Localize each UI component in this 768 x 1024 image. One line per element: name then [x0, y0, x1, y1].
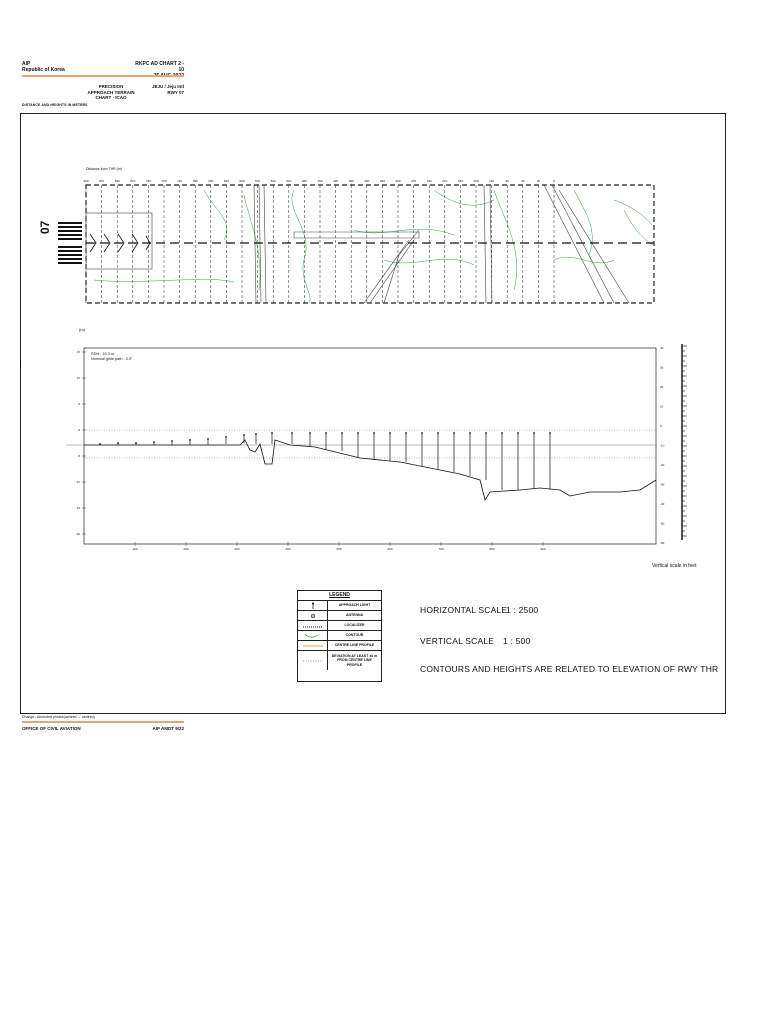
left-axis-label: 0 [78, 428, 80, 432]
bottom-axis-label: 300 [234, 547, 240, 551]
approach-light-symbol [389, 432, 391, 434]
horizontal-scale-value: 1 : 2500 [506, 605, 539, 615]
legend [297, 590, 382, 682]
approach-light-symbol [357, 432, 359, 434]
legend-label: CONTOUR [345, 633, 364, 638]
approach-light-symbol [135, 442, 137, 444]
approach-light-symbol [171, 440, 173, 442]
runway-designator: 07 [38, 220, 52, 234]
right-axis-label: 20 [660, 385, 664, 389]
approach-light-symbol [453, 432, 455, 434]
bottom-axis-label: 100 [132, 547, 138, 551]
plan-tick-label: 690 [192, 179, 198, 183]
right-axis-label: -50 [660, 521, 665, 526]
plan-tick-label: 840 [114, 179, 120, 183]
terrain-profile [84, 440, 656, 500]
plan-tick-label: 390 [348, 179, 354, 183]
runway-label: RWY 07 [167, 89, 184, 95]
approach-light-area [86, 213, 152, 269]
legend-row [298, 621, 381, 631]
plan-tick-label: 240 [426, 179, 432, 183]
plan-tick-label: 60 [521, 179, 525, 183]
plan-tick-label: 270 [411, 179, 417, 183]
plan-tick-label: 600 [239, 179, 245, 183]
legend-label: CENTRE LINE PROFILE [334, 643, 375, 648]
plan-tick-label: 810 [130, 179, 136, 183]
approach-light-symbol [517, 432, 519, 434]
plan-tick-label: 210 [442, 179, 448, 183]
legend-row [298, 641, 381, 651]
left-axis-label: -20 [75, 532, 80, 536]
legend-label: DEVIATION AT LEAST ±3 m FROM CENTRE LINE PROFILE [331, 653, 378, 667]
approach-light-symbol [501, 432, 503, 434]
approach-light-symbol [243, 434, 245, 436]
approach-light-symbol [255, 433, 257, 435]
approach-light-icon [308, 602, 318, 610]
right-axis-label: -30 [660, 482, 665, 487]
airport-block [130, 84, 184, 95]
left-axis-label: -5 [77, 454, 80, 458]
plan-tick-label: 870 [99, 179, 105, 183]
glide-path-text: Nominal glide path : 3.0° [91, 357, 133, 361]
legend-title: LEGEND [298, 591, 381, 601]
approach-light-symbol [309, 432, 311, 434]
approach-light-symbol [533, 432, 535, 434]
plan-tick-label: 300 [395, 179, 401, 183]
deviation-icon [302, 657, 324, 665]
vertical-scale-value: 1 : 500 [503, 636, 531, 646]
plan-tick-label: 660 [208, 179, 214, 183]
chart-number: RKPC AD CHART 2 - 10 [135, 61, 184, 73]
plan-tick-label: 30 [536, 179, 541, 183]
plan-distance-lines [86, 185, 554, 303]
plan-tick-label: 120 [489, 179, 495, 183]
change-note: Change : Amended phrase(centred → centred) [22, 715, 95, 719]
right-axis-label: 30 [660, 365, 664, 370]
right-axis-label: -20 [660, 463, 665, 467]
centre-line-profile-icon [302, 642, 324, 650]
approach-light-symbol [207, 438, 209, 440]
plan-tick-label: 510 [286, 179, 292, 183]
aip-label: AIP [22, 61, 31, 67]
profile-frame [84, 348, 656, 544]
localizer-icon [302, 622, 324, 630]
plan-tick-label: 900 [83, 179, 89, 183]
right-axis-label: 40 [660, 346, 664, 350]
bottom-axis-label: 900 [540, 547, 546, 551]
vertical-scale-label: VERTICAL SCALE [420, 636, 495, 646]
plan-tick-label: 780 [145, 179, 151, 183]
plan-tick-label: 540 [270, 179, 276, 183]
approach-light-symbol [99, 443, 101, 445]
rdh-text: RDH : 15.3 m [91, 352, 114, 356]
approach-light-symbol [421, 432, 423, 434]
bottom-axis-label: 700 [438, 547, 444, 551]
plan-tick-label: 90 [505, 179, 509, 183]
plan-tick-label: 570 [255, 179, 261, 183]
elevation-note: CONTOURS AND HEIGHTS ARE RELATED TO ELEVATION OF RWY THR [420, 664, 719, 674]
plan-tick-label: 630 [223, 179, 229, 183]
chart-title-line2: CHART - ICAO [95, 95, 127, 100]
legend-label: LOCALIZER [344, 623, 365, 628]
vertical-scale-feet-note: Vertical scale in feet [652, 563, 697, 569]
left-axis-label: -10 [75, 480, 80, 484]
left-axis-label: 15 [76, 350, 80, 354]
right-axis-label: -60 [660, 541, 665, 545]
plan-tick-label: 330 [379, 179, 385, 183]
approach-light-symbol [325, 432, 327, 434]
plan-tick-label: 480 [301, 179, 307, 183]
left-axis [76, 350, 86, 536]
plan-tick-label: 750 [161, 179, 167, 183]
legend-row [298, 611, 381, 621]
right-axis-label: -40 [660, 502, 665, 506]
profile-unit-label: (m) [79, 327, 85, 332]
contour-icon [302, 632, 324, 640]
footer-right: AIP AMDT 9/22 [152, 726, 184, 731]
legend-row [298, 601, 381, 611]
feet-scale [676, 340, 692, 540]
plan-tick-label: 450 [317, 179, 323, 183]
threshold-markings [58, 222, 82, 264]
plan-tick-label: 360 [364, 179, 370, 183]
approach-light-symbol [485, 432, 487, 434]
chart-title [86, 84, 136, 101]
plan-tick-label: 150 [473, 179, 479, 183]
right-axis-label: 0 [660, 424, 662, 428]
approach-light-symbol [189, 439, 191, 441]
bottom-axis-label: 500 [336, 547, 342, 551]
bottom-axis-label: 800 [489, 547, 495, 551]
approach-light-symbol [271, 432, 273, 434]
plan-roads [254, 185, 629, 303]
header-rule [22, 75, 184, 77]
plan-boundary [86, 185, 654, 303]
approach-light-symbol [225, 436, 227, 438]
left-axis-label: 5 [78, 402, 80, 406]
approach-light-symbol [373, 432, 375, 434]
right-axis-label: 10 [660, 404, 664, 409]
approach-light-symbol [437, 432, 439, 434]
antenna-icon [308, 612, 318, 620]
right-axis-label: -10 [660, 443, 665, 448]
bottom-axis-label: 400 [285, 547, 291, 551]
bottom-axis-label: 600 [387, 547, 393, 551]
frame-marker [20, 362, 21, 368]
approach-light-symbol [341, 432, 343, 434]
approach-light-symbol [291, 432, 293, 434]
obstacle-lights [99, 432, 551, 490]
plan-tick-labels [83, 179, 555, 183]
plan-tick-label: 420 [333, 179, 339, 183]
distance-note: DISTANCE AND HEIGHTS IN METERS [22, 103, 88, 107]
bottom-axis [132, 542, 545, 551]
airport-name: JEJU / Jeju Intl [151, 84, 184, 89]
horizontal-scale-label: HORIZONTAL SCALE [420, 605, 508, 615]
plan-tick-label: 720 [177, 179, 183, 183]
legend-row [298, 651, 381, 670]
left-axis-label: -15 [75, 506, 80, 510]
chart-title-line1: PRECISION APPROACH TERRAIN [87, 84, 135, 95]
bottom-axis-label: 200 [183, 547, 189, 551]
approach-light-symbol [469, 432, 471, 434]
approach-light-symbol [117, 442, 119, 444]
approach-light-symbol [405, 432, 407, 434]
country-label: Republic of Korea [22, 67, 65, 73]
header-left [22, 61, 65, 73]
left-axis-label: 10 [76, 376, 80, 380]
legend-label: APPROACH LIGHT [338, 603, 371, 608]
right-axis [660, 346, 665, 545]
plan-tick-label: 180 [457, 179, 463, 183]
approach-light-symbol [153, 441, 155, 443]
profile-view [60, 340, 700, 555]
distance-from-thr-label: Distance from THR (m) [86, 167, 122, 171]
plan-view [54, 170, 666, 310]
footer-rule [22, 721, 184, 723]
glide-info [91, 352, 132, 362]
legend-label: ANTENNA [345, 613, 364, 618]
footer-left: OFFICE OF CIVIL AVIATION [22, 726, 81, 731]
legend-row [298, 631, 381, 641]
approach-light-symbol [549, 432, 551, 434]
plan-tick-label: 0 [553, 179, 555, 183]
